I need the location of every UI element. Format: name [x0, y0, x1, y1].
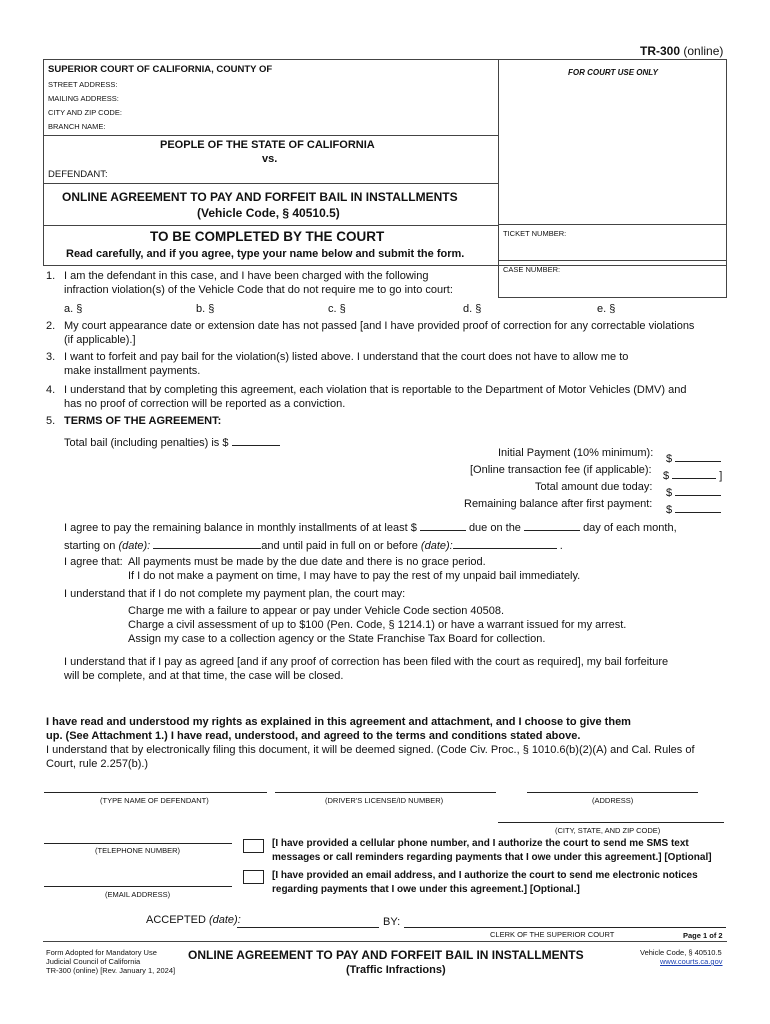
mailing-address-label: MAILING ADDRESS:	[48, 94, 119, 103]
transaction-fee-field[interactable]	[672, 466, 716, 479]
sms-consent-line-2: messages or call reminders regarding payments that I owe under this agreement.] [Optional]	[272, 852, 712, 863]
ticket-number-label: TICKET NUMBER:	[503, 229, 567, 238]
starting-on-label: starting on	[64, 540, 116, 552]
email-consent-line-1: [I have provided an email address, and I authorize the court to send me electronic notices	[272, 870, 698, 881]
end-date-period: .	[559, 540, 563, 552]
terms-heading: TERMS OF THE AGREEMENT:	[64, 415, 222, 427]
starting-row	[64, 536, 563, 552]
item-4-number: 4.	[46, 384, 56, 396]
form-suffix: (online)	[683, 44, 724, 58]
installment-amount-field[interactable]	[420, 518, 466, 531]
amount-due-today-dollar: $	[666, 487, 673, 499]
court-name: SUPERIOR COURT OF CALIFORNIA, COUNTY OF	[48, 64, 273, 75]
amount-due-today-field[interactable]	[675, 483, 721, 496]
clerk-signature-field[interactable]	[404, 927, 726, 928]
footer-code: Vehicle Code, § 40510.5	[640, 948, 722, 957]
violation-b[interactable]	[196, 303, 214, 315]
item-3-line-2: make installment payments.	[64, 365, 201, 377]
license-number-label: (DRIVER'S LICENSE/ID NUMBER)	[325, 796, 444, 805]
license-number-field[interactable]	[275, 792, 496, 793]
form-id	[640, 44, 723, 58]
item-2-line-1: My court appearance date or extension date has not passed [and I have provided proof of correction for any correctable violations	[64, 320, 695, 332]
instructions-text: Read carefully, and if you agree, type your name below and submit the form.	[66, 248, 465, 260]
footer-subtitle: (Traffic Infractions)	[346, 964, 446, 976]
city-state-zip-field[interactable]	[498, 822, 724, 823]
court-may-1: Charge me with a failure to appear or pay under Vehicle Code section 40508.	[128, 605, 505, 617]
initial-payment-label: Initial Payment (10% minimum):	[498, 447, 654, 459]
agree-that-line-2: If I do not make a payment on time, I may have to pay the rest of my unpaid bail immediately.	[128, 570, 581, 582]
vs-text: vs.	[262, 153, 278, 165]
transaction-fee-dollar: $	[663, 470, 670, 482]
court-may-3: Assign my case to a collection agency or the State Franchise Tax Board for collection.	[128, 633, 546, 645]
end-date-label: (date):	[420, 540, 453, 552]
address-label: (ADDRESS)	[592, 796, 634, 805]
remaining-balance-field[interactable]	[675, 500, 721, 513]
accepted-row	[146, 914, 241, 926]
page-number: Page 1 of 2	[683, 931, 723, 940]
item-3-number: 3.	[46, 351, 56, 363]
installment-row	[64, 518, 677, 534]
installment-amount-label: I agree to pay the remaining balance in monthly installments of at least $	[64, 522, 417, 534]
violation-d[interactable]	[463, 303, 481, 315]
end-date-field[interactable]	[453, 536, 557, 549]
acknowledge-plain-2: Court, rule 2.257(b).)	[46, 758, 149, 770]
clerk-label: CLERK OF THE SUPERIOR COURT	[490, 930, 615, 939]
violation-e[interactable]	[597, 303, 615, 315]
court-section-heading: TO BE COMPLETED BY THE COURT	[150, 229, 385, 244]
violation-d-label: d. §	[463, 303, 482, 315]
violation-a-label: a. §	[64, 303, 83, 315]
email-label: (EMAIL ADDRESS)	[105, 890, 171, 899]
email-consent-line-2: regarding payments that I owe under this agreement.] [Optional.]	[272, 884, 580, 895]
court-use-label: FOR COURT USE ONLY	[568, 68, 658, 77]
item-1-line-1: I am the defendant in this case, and I have been charged with the following	[64, 270, 429, 282]
initial-payment-dollar: $	[666, 453, 673, 465]
starting-date-label: (date):	[118, 540, 151, 552]
completion-line-2: will be complete, and at that time, the case will be closed.	[64, 670, 344, 682]
violation-b-label: b. §	[196, 303, 215, 315]
transaction-fee-bracket: ]	[719, 470, 723, 482]
total-bail-field[interactable]	[232, 433, 280, 446]
starting-date-field[interactable]	[153, 536, 261, 549]
footer-title: ONLINE AGREEMENT TO PAY AND FORFEIT BAIL IN INSTALLMENTS	[188, 948, 584, 962]
item-1-line-2: infraction violation(s) of the Vehicle Code that do not require me to go into court:	[64, 284, 453, 296]
accepted-date-field[interactable]	[237, 927, 379, 928]
acknowledge-plain-1: I understand that by electronically filing this document, it will be deemed signed. (Code Civ. Proc., § 1010.6(b)(2)(A) and Cal. Rules of	[46, 744, 695, 756]
agree-that-line-1: All payments must be made by the due date and there is no grace period.	[128, 556, 486, 568]
item-4-line-2: has no proof of correction will be reported as a conviction.	[64, 398, 346, 410]
installment-due-label: due on the	[468, 522, 521, 534]
by-label: BY:	[383, 916, 401, 928]
violation-e-label: e. §	[597, 303, 616, 315]
branch-name-label: BRANCH NAME:	[48, 122, 106, 131]
accepted-label: ACCEPTED	[146, 914, 206, 926]
form-title-code: (Vehicle Code, § 40510.5)	[197, 206, 340, 220]
amount-due-today-row	[666, 483, 721, 499]
item-1-number: 1.	[46, 270, 56, 282]
case-number-label: CASE NUMBER:	[503, 265, 561, 274]
court-may-label: I understand that if I do not complete my payment plan, the court may:	[64, 588, 406, 600]
total-bail-row	[64, 433, 280, 449]
remaining-balance-dollar: $	[666, 504, 673, 516]
initial-payment-field[interactable]	[675, 449, 721, 462]
address-field[interactable]	[527, 792, 698, 793]
telephone-field[interactable]	[44, 843, 232, 844]
city-zip-label: CITY AND ZIP CODE:	[48, 108, 122, 117]
violation-c[interactable]	[328, 303, 346, 315]
form-title: ONLINE AGREEMENT TO PAY AND FORFEIT BAIL IN INSTALLMENTS	[62, 190, 458, 204]
until-paid-label: and until paid in full on or before	[261, 540, 418, 552]
item-3-line-1: I want to forfeit and pay bail for the violation(s) listed above. I understand that the court does not have to allow me to	[64, 351, 629, 363]
violation-c-label: c. §	[328, 303, 346, 315]
item-2-number: 2.	[46, 320, 56, 332]
footer-adopted: Form Adopted for Mandatory Use	[46, 948, 157, 957]
transaction-fee-row	[663, 466, 722, 482]
amount-due-today-label: Total amount due today:	[535, 481, 653, 493]
people-heading: PEOPLE OF THE STATE OF CALIFORNIA	[160, 139, 375, 151]
accepted-date-label: (date):	[208, 914, 241, 926]
item-2-line-2: (if applicable).]	[64, 334, 136, 346]
street-address-label: STREET ADDRESS:	[48, 80, 118, 89]
initial-payment-row	[666, 449, 721, 465]
installment-day-label: day of each month,	[583, 522, 677, 534]
form-code: TR-300	[640, 44, 681, 58]
caption-row-line-2	[43, 183, 499, 184]
acknowledge-bold-1: I have read and understood my rights as explained in this agreement and attachment, and I choose to give them	[46, 716, 631, 728]
item-4-line-1: I understand that by completing this agreement, each violation that is reportable to the Department of Motor Vehicles (DMV) and	[64, 384, 687, 396]
footer-council: Judicial Council of California	[46, 957, 141, 966]
remaining-balance-row	[666, 500, 721, 516]
defendant-name-field[interactable]	[44, 792, 267, 793]
item-5-number: 5.	[46, 415, 56, 427]
installment-day-field[interactable]	[524, 518, 580, 531]
agree-that-label: I agree that:	[64, 556, 123, 568]
caption-row-line-3	[43, 225, 499, 226]
courts-website-link[interactable]: www.courts.ca.gov	[660, 957, 723, 966]
email-consent-checkbox[interactable]	[243, 870, 264, 884]
court-may-2: Charge a civil assessment of up to $100 (Pen. Code, § 1214.1) or have a warrant issued for my arrest.	[128, 619, 627, 631]
email-field[interactable]	[44, 886, 232, 887]
total-bail-label: Total bail (including penalties) is $	[64, 437, 229, 449]
defendant-name-label: (TYPE NAME OF DEFENDANT)	[100, 796, 209, 805]
telephone-label: (TELEPHONE NUMBER)	[95, 846, 181, 855]
city-state-zip-label: (CITY, STATE, AND ZIP CODE)	[555, 826, 661, 835]
caption-row-line-1	[43, 135, 499, 136]
acknowledge-bold-2: up. (See Attachment 1.) I have read, understood, and agreed to the terms and conditions stated above.	[46, 730, 581, 742]
transaction-fee-label: [Online transaction fee (if applicable):	[470, 464, 652, 476]
violation-a[interactable]	[64, 303, 82, 315]
sms-consent-checkbox[interactable]	[243, 839, 264, 853]
footer-rule	[43, 941, 727, 942]
completion-line-1: I understand that if I pay as agreed [and if any proof of correction has been filed with the court as required], my bail forfeiture	[64, 656, 669, 668]
sms-consent-line-1: [I have provided a cellular phone number, and I authorize the court to send me SMS text	[272, 838, 689, 849]
remaining-balance-label: Remaining balance after first payment:	[464, 498, 653, 510]
defendant-label: DEFENDANT:	[48, 169, 108, 180]
footer-revision: TR-300 (online) [Rev. January 1, 2024]	[46, 966, 176, 975]
